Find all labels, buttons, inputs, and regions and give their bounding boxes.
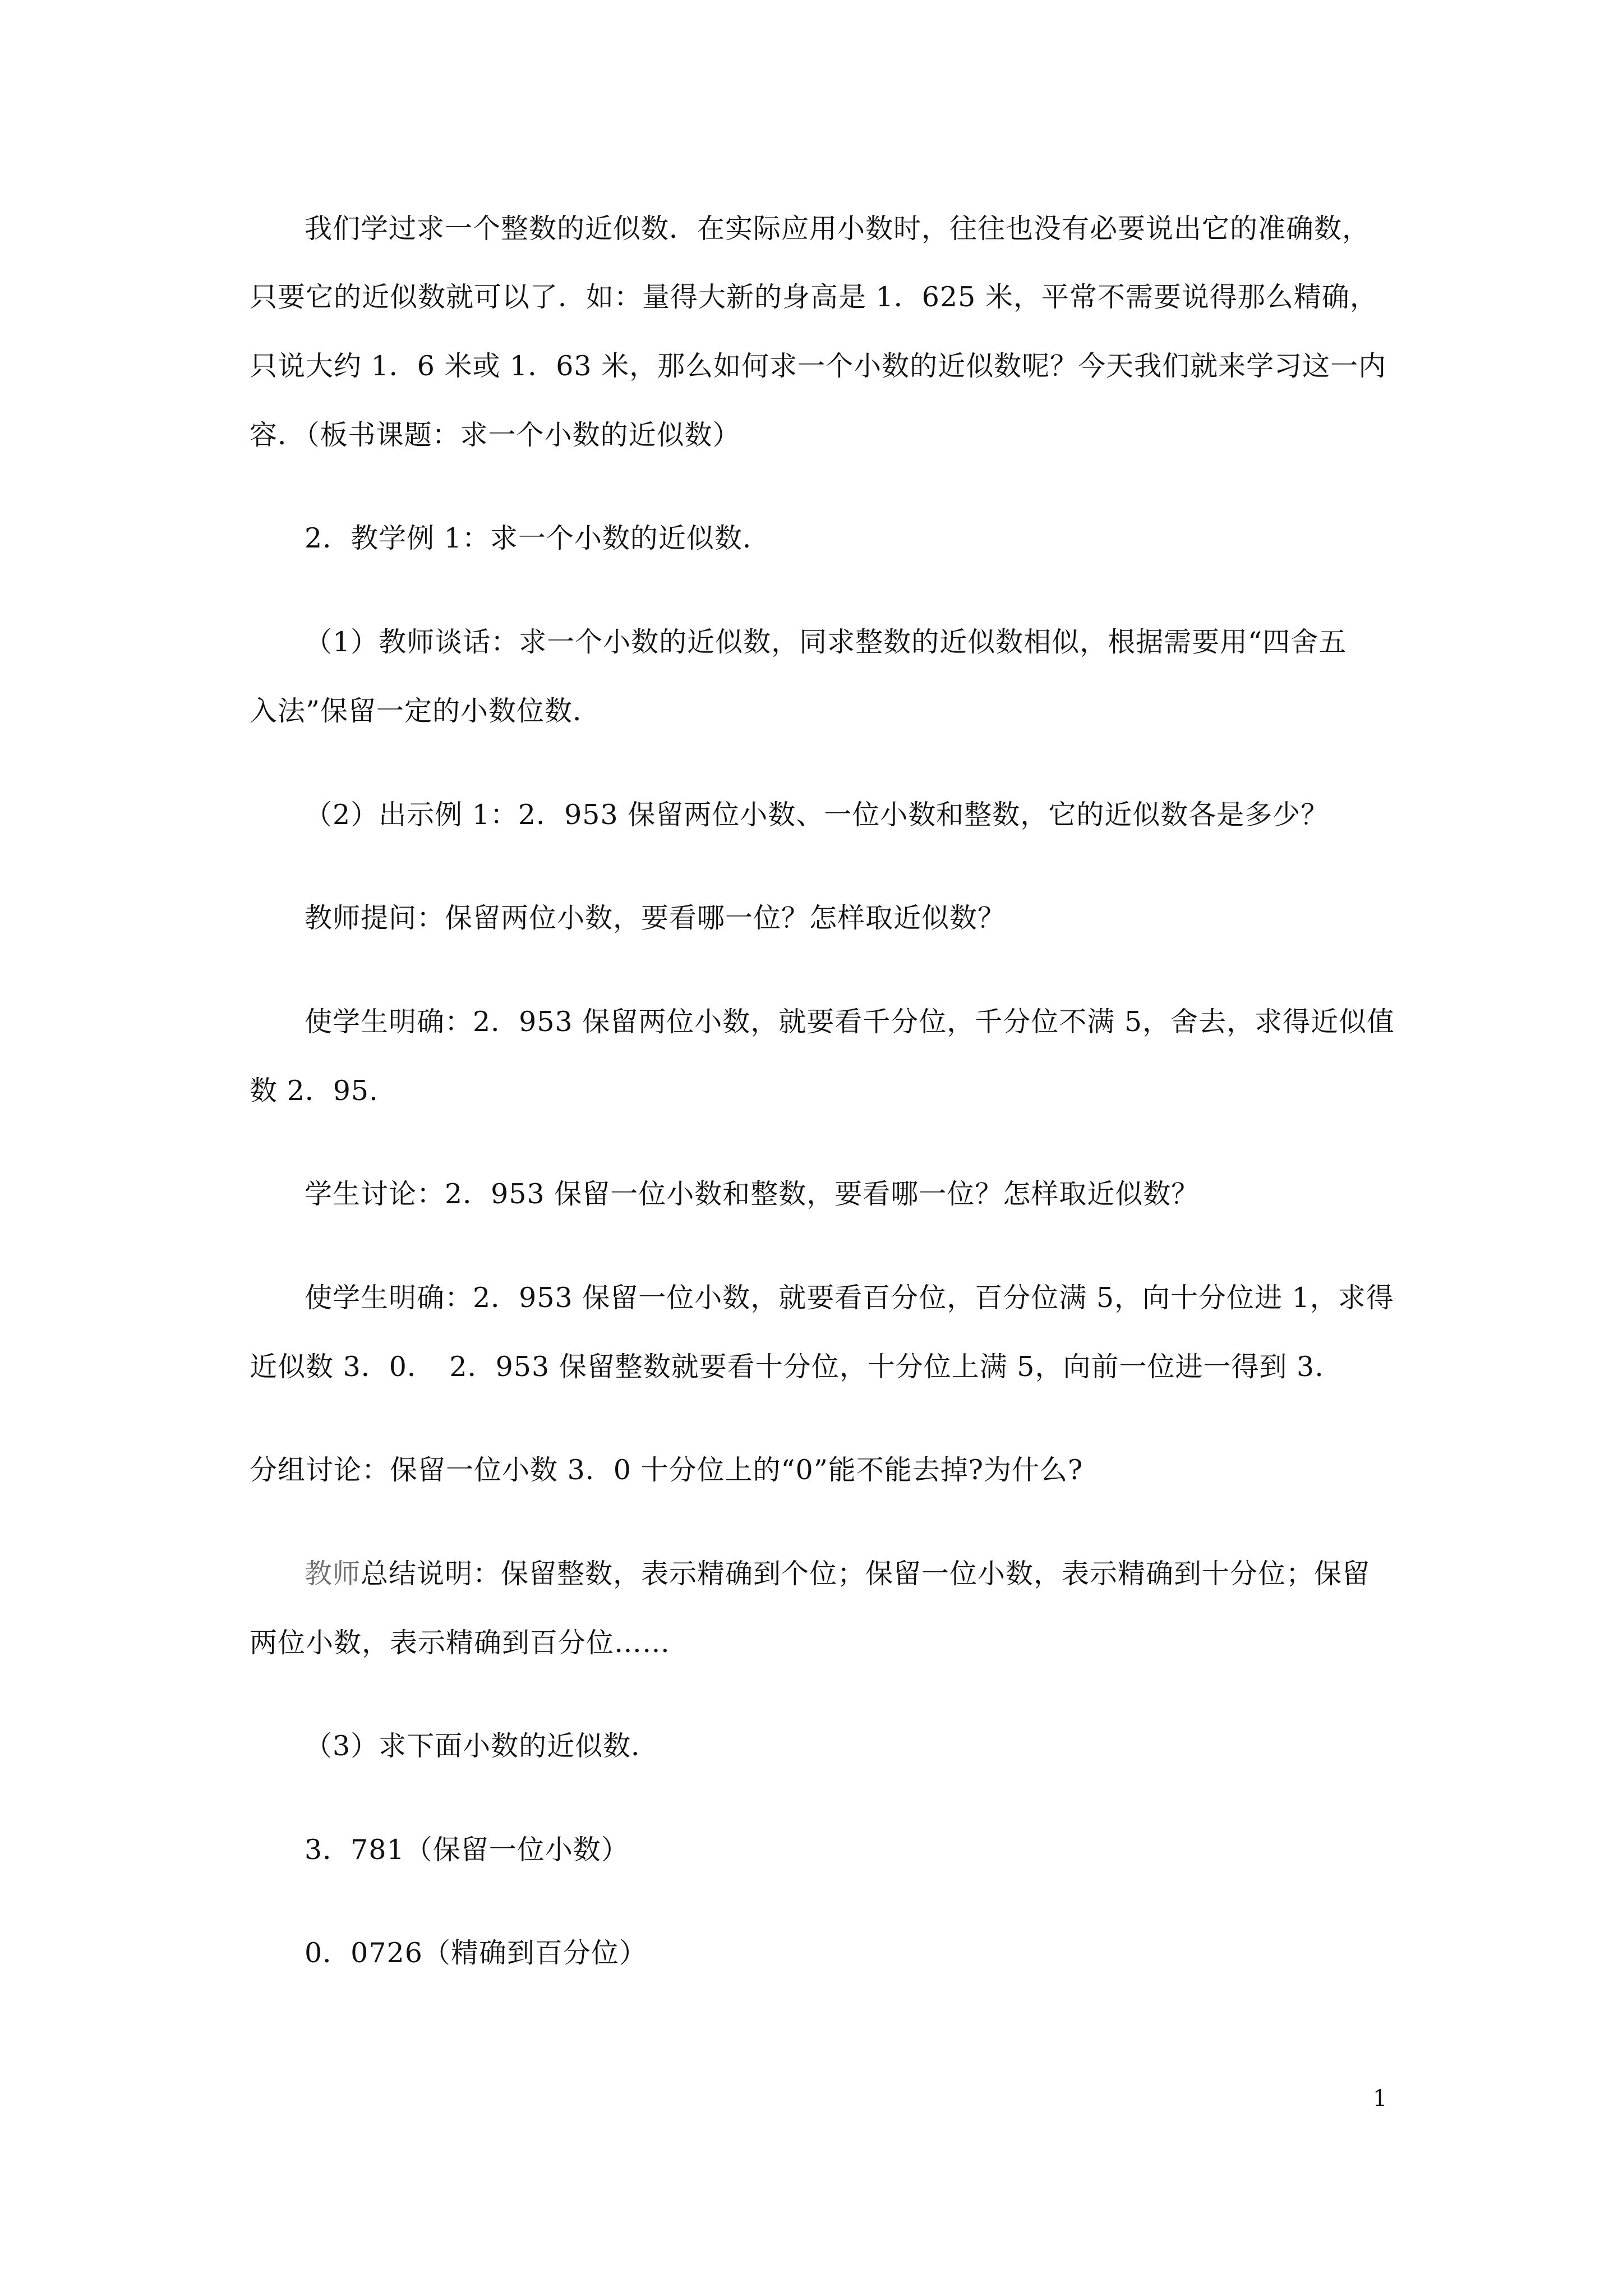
example-heading: 2．教学例 1：求一个小数的近似数． <box>305 522 771 554</box>
teacher-talk-line-2: 入法”保留一定的小数位数． <box>250 695 601 727</box>
page-number: 1 <box>1373 2086 1387 2111</box>
exercise-1: 3．781（保留一位小数） <box>305 1834 629 1866</box>
group-discuss: 分组讨论：保留一位小数 3．0 十分位上的“0”能不能去掉?为什么? <box>250 1454 1083 1486</box>
student-clarify-1-line-2: 数 2．95. <box>250 1075 379 1107</box>
teacher-summary-line-1-rest: 总结说明：保留整数，表示精确到个位；保留一位小数，表示精确到十分位；保留 <box>361 1558 1371 1590</box>
exercise-2: 0．0726（精确到百分位） <box>305 1937 647 1969</box>
teacher-talk-line-1: （1）教师谈话：求一个小数的近似数，同求整数的近似数相似，根据需要用“四舍五 <box>305 626 1347 658</box>
intro-line-4: 容．（板书课题：求一个小数的近似数） <box>250 419 741 451</box>
teacher-summary-prefix: 教师 <box>305 1558 361 1590</box>
student-clarify-2-line-1: 使学生明确：2．953 保留一位小数，就要看百分位，百分位满 5，向十分位进 1，求得 <box>305 1282 1394 1314</box>
intro-line-2: 只要它的近似数就可以了．如：量得大新的身高是 1．625 米，平常不需要说得那么精确， <box>250 281 1378 313</box>
intro-line-3: 只说大约 1．6 米或 1．63 米，那么如何求一个小数的近似数呢？今天我们就来学习这一内 <box>250 350 1387 382</box>
student-clarify-1-line-1: 使学生明确：2．953 保留两位小数，就要看千分位，千分位不满 5，舍去，求得近似值 <box>305 1006 1395 1038</box>
student-discuss: 学生讨论：2．953 保留一位小数和整数，要看哪一位？怎样取近似数？ <box>305 1178 1200 1210</box>
show-example: （2）出示例 1：2．953 保留两位小数、一位小数和整数，它的近似数各是多少？ <box>305 799 1329 831</box>
exercise-heading: （3）求下面小数的近似数． <box>305 1730 660 1762</box>
teacher-summary-line-2: 两位小数，表示精确到百分位…… <box>250 1627 671 1659</box>
teacher-question: 教师提问：保留两位小数，要看哪一位？怎样取近似数？ <box>305 902 1006 934</box>
teacher-summary-line-1 <box>305 1557 1370 1591</box>
intro-line-1: 我们学过求一个整数的近似数．在实际应用小数时，往往也没有必要说出它的准确数， <box>305 213 1371 245</box>
student-clarify-2-line-2: 近似数 3．0． 2．953 保留整数就要看十分位，十分位上满 5，向前一位进一得到 3. <box>250 1351 1324 1383</box>
